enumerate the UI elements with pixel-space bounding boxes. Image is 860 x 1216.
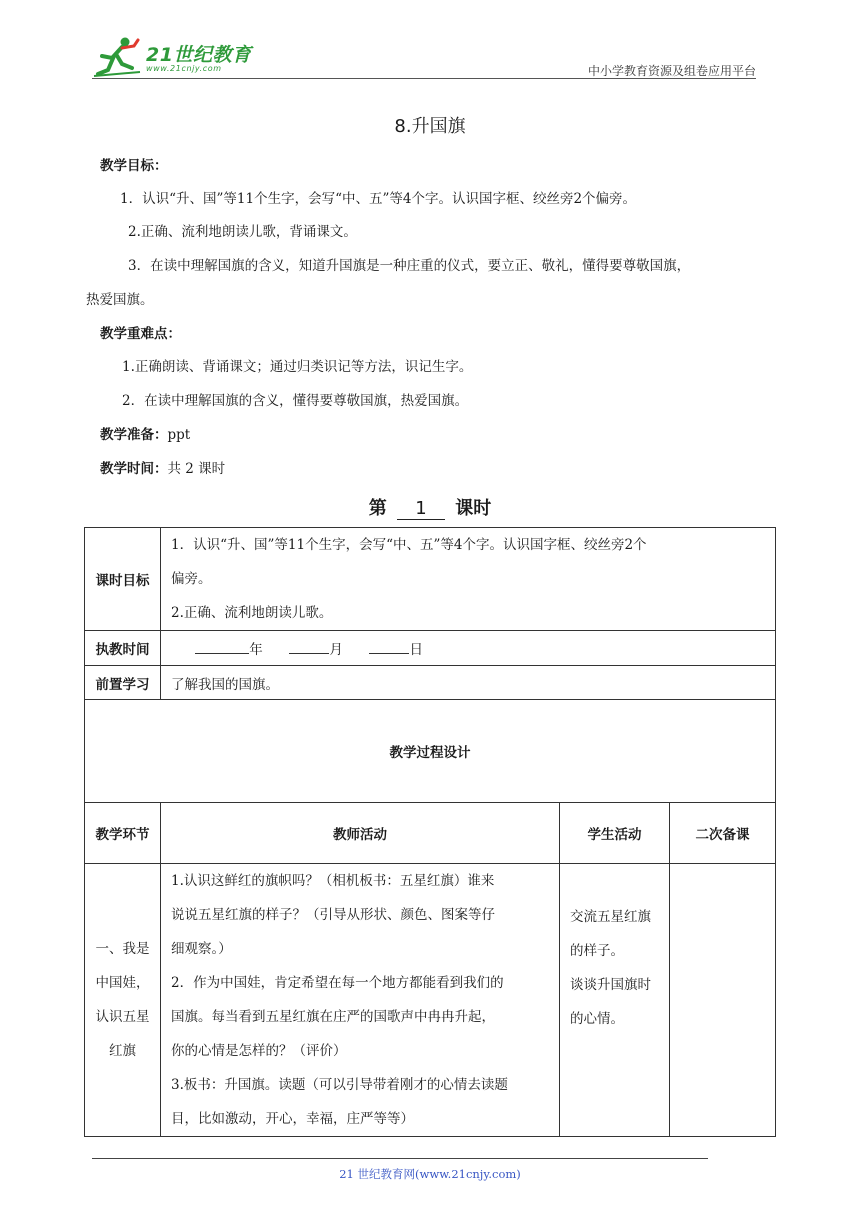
column-header-notes: 二次备课 [670,803,776,864]
teacher-line: 细观察。） [171,941,232,957]
table-row [85,666,776,700]
stage-line: 红旗 [109,1043,136,1059]
goals-cell [161,528,776,631]
preparation-label: 教学准备： [100,427,168,443]
table-row [85,528,776,631]
platform-name: 中小学教育资源及组卷应用平台 [587,64,756,78]
teacher-line: 1.认识这鲜红的旗帜吗？（相机板书：五星红旗）谁来 [171,873,495,889]
logo-name: 21世纪教育 [146,44,252,66]
notes-cell [670,864,776,1137]
teacher-line: 说说五星红旗的样子？（引导从形状、颜色、图案等仔 [171,907,495,923]
stage-line: 认识五星 [95,1009,150,1025]
month-label: 月 [329,642,343,658]
goals-line: 偏旁。 [171,571,212,587]
header-divider [92,78,756,79]
column-header-stage: 教学环节 [85,803,161,864]
lesson-heading [0,494,860,520]
year-label: 年 [249,642,263,658]
table-header-row [85,803,776,864]
goals-line: 2.正确、流利地朗读儿歌。 [171,605,333,621]
pre-study-label: 前置学习 [85,666,161,700]
time-line [100,457,225,477]
preparation-value: ppt [167,427,191,443]
lesson-suffix: 课时 [455,498,492,519]
goals-label: 课时目标 [85,528,161,631]
page-header [92,34,756,80]
teacher-line: 目，比如激动，开心，幸福，庄严等等） [171,1111,414,1127]
footer-link[interactable]: 21 世纪教育网(www.21cnjy.com) [339,1167,521,1181]
student-line: 谈谈升国旗时 [570,977,651,993]
teacher-line: 3.板书：升国旗。读题（可以引导带着刚才的心情去读题 [171,1077,508,1093]
day-blank [369,653,409,654]
date-label: 执教时间 [85,631,161,666]
lesson-prefix: 第 [368,498,387,519]
running-figure-icon [92,34,142,78]
column-header-student: 学生活动 [560,803,670,864]
key-point-item: 1.正确朗读、背诵课文；通过归类识记等方法，识记生字。 [122,359,473,375]
pre-study-value: 了解我国的国旗。 [161,666,776,700]
process-title: 教学过程设计 [85,700,776,803]
time-value: 共 2 课时 [167,461,226,477]
page-title: 8.升国旗 [394,116,466,137]
preparation-line [100,423,190,443]
student-line: 交流五星红旗 [570,909,651,925]
teacher-line: 国旗。每当看到五星红旗在庄严的国歌声中冉冉升起， [171,1009,495,1025]
teacher-line: 你的心情是怎样的？（评价） [171,1043,347,1059]
day-label: 日 [409,642,423,658]
lesson-number: 1 [397,498,445,520]
stage-line: 一、我是 [95,941,150,957]
year-blank [195,653,249,654]
table-row [85,631,776,666]
objectives-heading: 教学目标： [100,158,168,174]
lesson-plan-table [84,527,776,1137]
objective-item: 热爱国旗。 [86,292,154,308]
table-row [85,700,776,803]
objective-item: 1．认识“升、国”等11个生字，会写“中、五”等4个字。认识国字框、绞丝旁2个偏旁。 [120,191,637,207]
time-label: 教学时间： [100,461,168,477]
objective-item: 3．在读中理解国旗的含义，知道升国旗是一种庄重的仪式，要立正、敬礼，懂得要尊敬国旗， [128,258,691,274]
key-points-heading: 教学重难点： [100,326,181,342]
teacher-activity-cell [161,864,560,1137]
logo [92,34,262,78]
student-line: 的心情。 [570,1011,624,1027]
student-activity-cell [560,864,670,1137]
column-header-teacher: 教师活动 [161,803,560,864]
stage-line: 中国娃， [95,975,150,991]
goals-line: 1．认识“升、国”等11个生字，会写“中、五”等4个字。认识国字框、绞丝旁2个 [171,537,647,553]
objective-item: 2.正确、流利地朗读儿歌，背诵课文。 [128,224,357,240]
date-cell [161,631,776,666]
teacher-line: 2．作为中国娃，肯定希望在每一个地方都能看到我们的 [171,975,504,991]
stage-cell [85,864,161,1137]
logo-url: www.21cnjy.com [146,64,222,73]
key-point-item: 2．在读中理解国旗的含义，懂得要尊敬国旗，热爱国旗。 [122,393,469,409]
student-line: 的样子。 [570,943,624,959]
footer-divider [92,1158,708,1159]
month-blank [289,653,329,654]
table-row [85,864,776,1137]
